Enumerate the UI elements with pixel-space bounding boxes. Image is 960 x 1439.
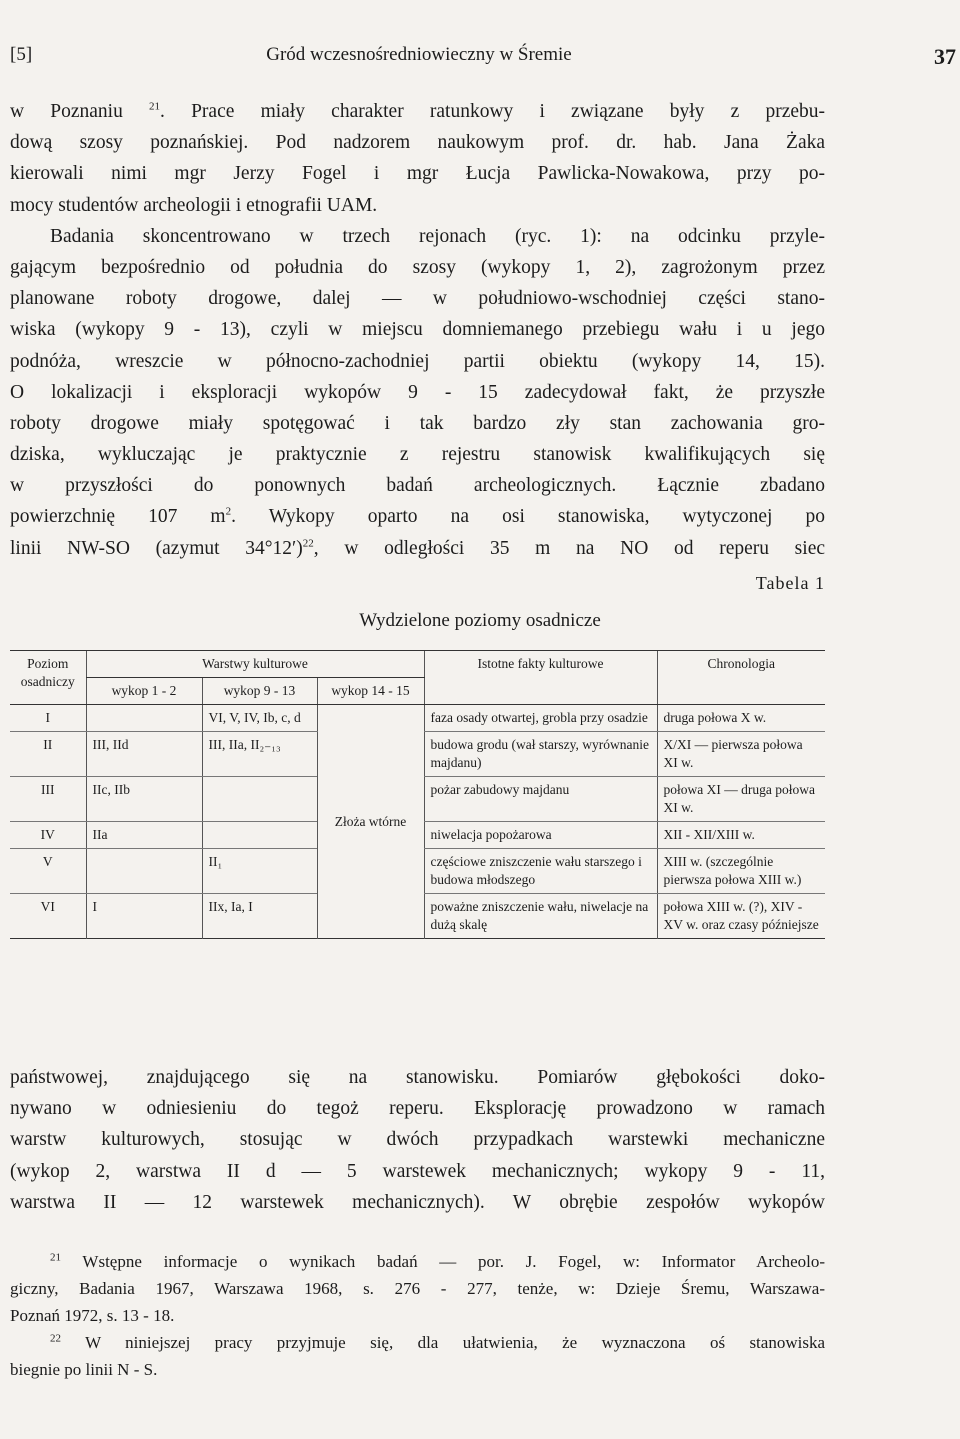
text-line xyxy=(10,439,825,470)
text-line xyxy=(10,314,825,345)
footnote-ref: 21 xyxy=(149,100,161,113)
text-line xyxy=(10,190,825,221)
cell-wykop-9-13 xyxy=(202,777,317,822)
cell-wykop-9-13: III, IIa, II₂₋₁₃ xyxy=(202,732,317,777)
cell-fakty: faza osady otwartej, grobla przy osadzie xyxy=(424,705,657,732)
header-wykop-14-15: wykop 14 - 15 xyxy=(317,678,424,705)
text-line xyxy=(10,221,825,252)
page-number: 37 xyxy=(934,44,956,69)
cell-poziom: III xyxy=(10,777,86,822)
footnote-line xyxy=(10,1356,825,1383)
table-label: Tabela 1 xyxy=(755,573,825,593)
text-line xyxy=(10,252,825,283)
cell-poziom: V xyxy=(10,849,86,894)
text-line xyxy=(10,127,825,158)
footnote-text: Wstępne informacje o wynikach badań — por. J. Fogel, w: Informator Archeolo- xyxy=(82,1252,825,1271)
text-fragment: planowane roboty drogowe, dalej — w południowo-wschodniej części stano- xyxy=(10,288,825,310)
running-title: Gród wczesnośredniowieczny w Śremie xyxy=(266,44,572,65)
text-line xyxy=(10,346,825,377)
header-warstwy: Warstwy kulturowe xyxy=(86,651,424,678)
text-fragment: warstw kulturowych, stosując w dwóch przypadkach warstewki mechaniczne xyxy=(10,1129,825,1151)
cell-wykop-9-13: II₁ xyxy=(202,849,317,894)
text-line xyxy=(10,470,825,501)
text-fragment: w Poznaniu xyxy=(10,101,150,122)
table-title: Wydzielone poziomy osadnicze xyxy=(359,610,601,631)
cell-chronologia: połowa XIII w. (?), XIV - XV w. oraz czasy późniejsze xyxy=(657,894,825,939)
text-fragment: w przyszłości do ponownych badań archeologicznych. Łącznie zbadano xyxy=(10,475,825,497)
text-fragment: nywano w odniesieniu do tegoż reperu. Eksplorację prowadzono w ramach xyxy=(10,1098,825,1120)
text-line xyxy=(10,501,825,532)
footnote-text: giczny, Badania 1967, Warszawa 1968, s. 276 - 277, tenże, w: Dzieje Śremu, Warszawa- xyxy=(10,1279,825,1298)
footnote-text: W niniejszej pracy przyjmuje się, dla ułatwienia, że wyznaczona oś stanowiska xyxy=(85,1333,825,1352)
text-line xyxy=(10,533,825,564)
cell-wykop-1-2 xyxy=(86,849,202,894)
cell-fakty: niwelacja popożarowa xyxy=(424,822,657,849)
cell-chronologia: druga połowa X w. xyxy=(657,705,825,732)
section-number: [5] xyxy=(10,44,33,65)
text-fragment: państwowej, znajdującego się na stanowisku. Pomiarów głębokości doko- xyxy=(10,1067,825,1088)
cell-chronologia: X/XI — pierwsza połowa XI w. xyxy=(657,732,825,777)
cell-fakty: pożar zabudowy majdanu xyxy=(424,777,657,822)
text-line xyxy=(10,1187,825,1218)
cell-fakty: budowa grodu (wał starszy, wyrównanie majdanu) xyxy=(424,732,657,777)
cell-poziom: I xyxy=(10,705,86,732)
text-fragment: gającym bezpośrednio od południa do szosy (wykopy 1, 2), zagrożonym przez xyxy=(10,256,825,278)
body-text-bottom xyxy=(10,1062,825,1218)
text-fragment: . Prace miały charakter ratunkowy i związane były z przebu- xyxy=(160,101,826,122)
text-line xyxy=(10,1093,825,1124)
table-row xyxy=(10,705,825,732)
text-line xyxy=(10,96,825,127)
text-fragment: Badania skoncentrowano w trzech rejonach (ryc. 1): na odcinku przyle- xyxy=(50,225,825,247)
footnote-number: 21 xyxy=(50,1251,61,1264)
text-fragment: roboty drogowe miały spotęgować i tak bardzo zły stan zachowania gro- xyxy=(10,412,825,434)
text-line xyxy=(10,283,825,314)
footnote-ref: 2 xyxy=(225,505,232,518)
text-fragment: mocy studentów archeologii i etnografii UAM. xyxy=(10,194,378,216)
cell-chronologia: XII - XII/XIII w. xyxy=(657,822,825,849)
cell-poziom: VI xyxy=(40,899,55,914)
body-text-top xyxy=(10,96,825,564)
cell-wykop-1-2: IIa xyxy=(86,822,202,849)
header-poziom: Poziom osadniczy xyxy=(10,651,86,705)
header-fakty: Istotne fakty kulturowe xyxy=(424,651,657,705)
cell-chronologia: XIII w. (szczególnie pierwsza połowa XIII w.) xyxy=(657,849,825,894)
text-line xyxy=(10,408,825,439)
text-fragment: dziska, wykluczając je praktycznie z rejestru stanowisk kwalifikujących się xyxy=(10,444,825,466)
footnote-line xyxy=(10,1248,825,1275)
text-fragment: kierowali nimi mgr Jerzy Fogel i mgr Łucja Pawlicka-Nowakowa, przy po- xyxy=(10,163,825,185)
text-line xyxy=(10,1124,825,1155)
text-fragment: wiska (wykopy 9 - 13), czyli w miejscu domniemanego przebiegu wału i u jego xyxy=(10,319,825,341)
header-wykop-9-13: wykop 9 - 13 xyxy=(202,678,317,705)
cell-fakty: poważne zniszczenie wału, niwelacje na dużą skalę xyxy=(424,894,657,939)
header-wykop-1-2: wykop 1 - 2 xyxy=(86,678,202,705)
text-fragment: linii NW-SO (azymut 34°12′) xyxy=(10,537,303,559)
cell-chronologia: połowa XI — druga połowa XI w. xyxy=(657,777,825,822)
text-line xyxy=(10,158,825,189)
cell-wykop-9-13: IIx, Ia, I xyxy=(202,894,317,939)
footnote-text: biegnie po linii N - S. xyxy=(10,1360,158,1379)
text-fragment: dową szosy poznańskiej. Pod nadzorem naukowym prof. dr. hab. Jana Żaka xyxy=(10,132,825,154)
cell-wykop-9-13: VI, V, IV, Ib, c, d xyxy=(202,705,317,732)
footnote-line xyxy=(10,1275,825,1302)
text-fragment: podnóża, wreszcie w północno-zachodniej partii obiektu (wykopy 14, 15). xyxy=(10,350,825,372)
text-fragment: powierzchnię 107 m xyxy=(10,506,226,528)
footnote-text: Poznań 1972, s. 13 - 18. xyxy=(10,1306,175,1325)
cell-fakty: częściowe zniszczenie wału starszego i budowa młodszego xyxy=(424,849,657,894)
text-fragment: warstwa II — 12 warstewek mechanicznych). W obrębie zespołów wykopów xyxy=(10,1191,825,1213)
cell-wykop-1-2: III, IId xyxy=(86,732,202,777)
footnote-line xyxy=(10,1329,825,1356)
footnotes xyxy=(10,1248,825,1383)
cell-wykop-1-2 xyxy=(86,705,202,732)
footnote-line xyxy=(10,1302,825,1329)
cell-poziom: IV xyxy=(10,822,86,849)
footnote-number: 22 xyxy=(50,1332,61,1345)
cell-wykop-1-2: IIc, IIb xyxy=(86,777,202,822)
cell-wykop-1-2: I xyxy=(86,894,202,939)
cell-wykop-9-13 xyxy=(202,822,317,849)
text-fragment: (wykop 2, warstwa II d — 5 warstewek mechanicznych; wykopy 9 - 11, xyxy=(10,1160,825,1182)
text-line xyxy=(10,1156,825,1187)
header-chronologia: Chronologia xyxy=(657,651,825,705)
text-fragment: . Wykopy oparto na osi stanowiska, wytyczonej po xyxy=(231,506,825,528)
cell-poziom: II xyxy=(10,732,86,777)
text-line xyxy=(10,377,825,408)
cell-wykop-14-15-merged: Złoża wtórne xyxy=(317,705,424,939)
text-fragment: , w odległości 35 m na NO od reperu siec xyxy=(313,537,826,559)
page-header xyxy=(10,44,956,74)
settlement-levels-table xyxy=(10,650,825,939)
text-fragment: O lokalizacji i eksploracji wykopów 9 - 15 zadecydował fakt, że przyszłe xyxy=(10,381,825,403)
footnote-ref: 22 xyxy=(302,537,314,550)
text-line xyxy=(10,1062,825,1093)
